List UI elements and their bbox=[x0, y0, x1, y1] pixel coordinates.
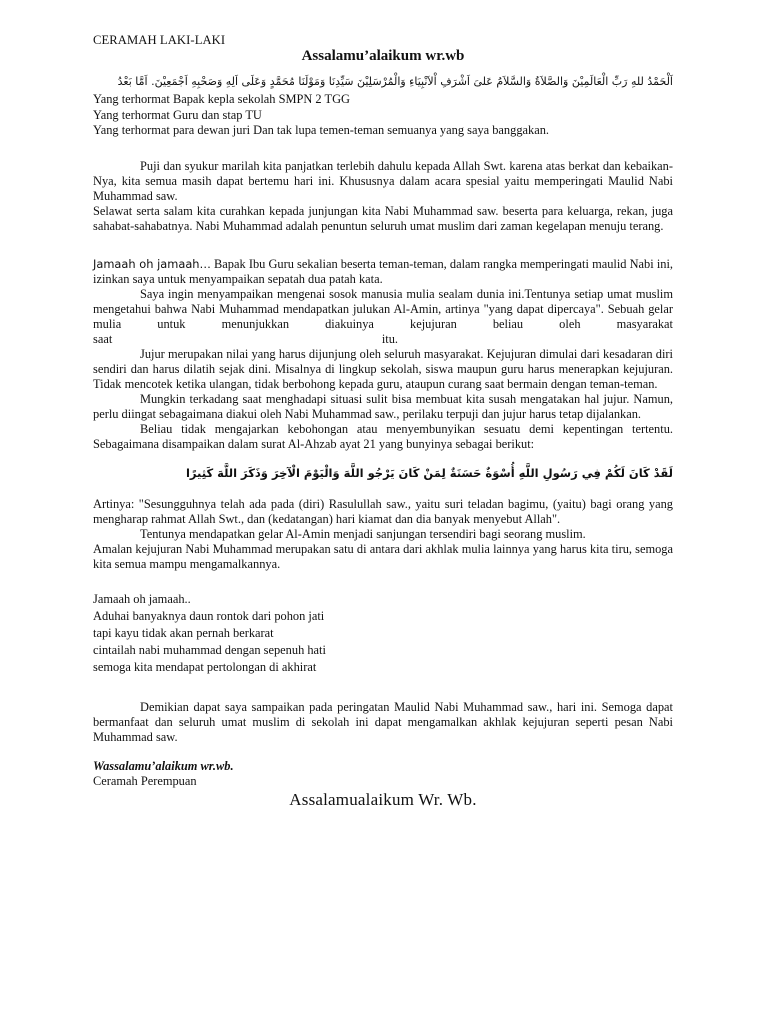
salutation-list bbox=[93, 92, 673, 139]
greeting-lead: Jamaah oh jamaah… bbox=[93, 256, 211, 271]
arabic-verse-text: لَقَدْ كَانَ لَكُمْ فِي رَسُولِ اللَّهِ أُسْوَةٌ حَسَنَةٌ لِمَنْ كَانَ يَرْجُو اللَّهَ وَالْيَوْمَ الْآخِرَ وَذَكَرَ اللَّهَ كَثِيرًا bbox=[185, 465, 673, 480]
greeting-rest: Bapak Ibu Guru sekalian beserta teman-teman, dalam rangka memperingati maulid Nabi ini, izinkan saya untuk menyampaikan sepatah dua patah kata. bbox=[93, 256, 673, 286]
paragraph-al-amin-end-right: itu. bbox=[381, 331, 398, 346]
poem-line: semoga kita mendapat pertolongan di akhirat bbox=[93, 660, 317, 675]
paragraph-al-amin-end-left: saat bbox=[93, 331, 113, 346]
document-header-label: CERAMAH LAKI-LAKI bbox=[93, 33, 226, 47]
poem-line: tapi kayu tidak akan pernah berkarat bbox=[93, 625, 274, 640]
poem-block bbox=[93, 591, 673, 677]
document-page bbox=[93, 33, 673, 810]
paragraph-al-amin: Saya ingin menyampaikan mengenai sosok manusia mulia sealam dunia ini.Tentunya setiap umat muslim mengetahui bahwa Nabi Muhammad mendapatkan julukan Al-Amin, artinya "yang dapat dipercaya". Sebuah gelar mulia untuk menunjukkan diakuinya kejujuran beliau oleh masyarakat bbox=[93, 286, 673, 331]
paragraph-praise: Puji dan syukur marilah kita panjatkan terlebih dahulu kepada Allah Swt. karena atas berkat dan kebaikan-Nya, kita semua masih dapat bertemu hari ini. Khususnya dalam acara spesial yaitu memperingati Maulid Nabi Muhammad saw. bbox=[93, 158, 673, 203]
paragraph-translation: Artinya: "Sesungguhnya telah ada pada (diri) Rasulullah saw., yaitu suri teladan bagimu, (yaitu) bagi orang yang mengharap rahmat Allah Swt., dan (kedatangan) hari kiamat dan dia banyak menyebut Allah". bbox=[93, 496, 673, 526]
paragraph-closing: Demikian dapat saya sampaikan pada peringatan Maulid Nabi Muhammad saw., hari ini. Semoga dapat bermanfaat dan seluruh umat muslim di sekolah ini dapat mengamalkan akhlak kejujuran seperti pesan Nabi Muhammad saw. bbox=[93, 699, 673, 744]
paragraph-al-amin-praise: Tentunya mendapatkan gelar Al-Amin menjadi sanjungan tersendiri bagi seorang muslim. bbox=[140, 526, 586, 541]
paragraph-difficulty: Mungkin terkadang saat menghadapi situasi sulit bisa membuat kita susah mengatakan hal jujur. Namun, perlu diingat sebagaimana diakui oleh Nabi Muhammad saw., perilaku terpuji dan jujur harus tetap dijalankan. bbox=[93, 391, 673, 421]
salutation-line: Yang terhormat para dewan juri Dan tak lupa temen-teman semuanya yang saya banggakan. bbox=[93, 123, 550, 137]
paragraph-honesty: Jujur merupakan nilai yang harus dijunjung oleh seluruh masyarakat. Kejujuran dimulai dari kesadaran diri sendiri dan harus dilatih sejak dini. Misalnya di lingkup sekolah, siswa maupun guru harus menerapkan kejujuran. Tidak mencotek ketika ulangan, tidak berbohong kepada guru, ataupun curang saat bermain dengan teman-teman. bbox=[93, 346, 673, 391]
poem-line: Jamaah oh jamaah.. bbox=[93, 591, 191, 606]
paragraph-selawat: Selawat serta salam kita curahkan kepada junjungan kita Nabi Muhammad saw. beserta para keluarga, rekan, juga sahabat-sahabatnya. Nabi Muhammad adalah penuntun seluruh umat muslim dari zaman kegelapan menuju terang. bbox=[93, 203, 673, 233]
poem-line: cintailah nabi muhammad dengan sepenuh hati bbox=[93, 643, 326, 658]
document-title: Assalamu’alaikum wr.wb bbox=[301, 48, 465, 64]
next-section-title: Assalamualaikum Wr. Wb. bbox=[289, 789, 477, 809]
paragraph-al-amin-end bbox=[93, 332, 673, 347]
paragraph-al-ahzab: Beliau tidak mengajarkan kebohongan atau menyembunyikan sesuatu demi kepentingan tertentu. Sebagaimana disampaikan dalam surat Al-Ahzab ayat 21 yang bunyinya sebagai berikut: bbox=[93, 421, 673, 451]
salutation-line: Yang terhormat Bapak kepla sekolah SMPN 2 TGG bbox=[93, 92, 350, 106]
paragraph-greeting bbox=[93, 257, 673, 287]
closing-salam: Wassalamu’alaikum wr.wb. bbox=[93, 758, 234, 773]
next-section-label: Ceramah Perempuan bbox=[93, 773, 197, 788]
salutation-line: Yang terhormat Guru dan stap TU bbox=[93, 107, 262, 122]
poem-line: Aduhai banyaknya daun rontok dari pohon jati bbox=[93, 608, 325, 623]
paragraph-practice: Amalan kejujuran Nabi Muhammad merupakan satu di antara dari akhlak mulia lainnya yang harus kita tiru, semoga kita semua mampu mengamalkannya. bbox=[93, 541, 673, 571]
arabic-opening-text: اَلْحَمْدُ للهِ رَبِّ الْعَالَمِيْنَ وَالصَّلاَةُ وَالسَّلاَمُ عَلىَ اَشْرَفِ اْلاَنْبِيَاءِ وَالْمُرْسَلِيْنَ سَيِّدِنَا وَمَوْلَنَا مُحَمَّدٍ وَعَلَى اَلِهِ وَصَحْبِهِ اَجْمَعِيْنَ. اَمَّا بَعْدُ bbox=[117, 75, 673, 88]
